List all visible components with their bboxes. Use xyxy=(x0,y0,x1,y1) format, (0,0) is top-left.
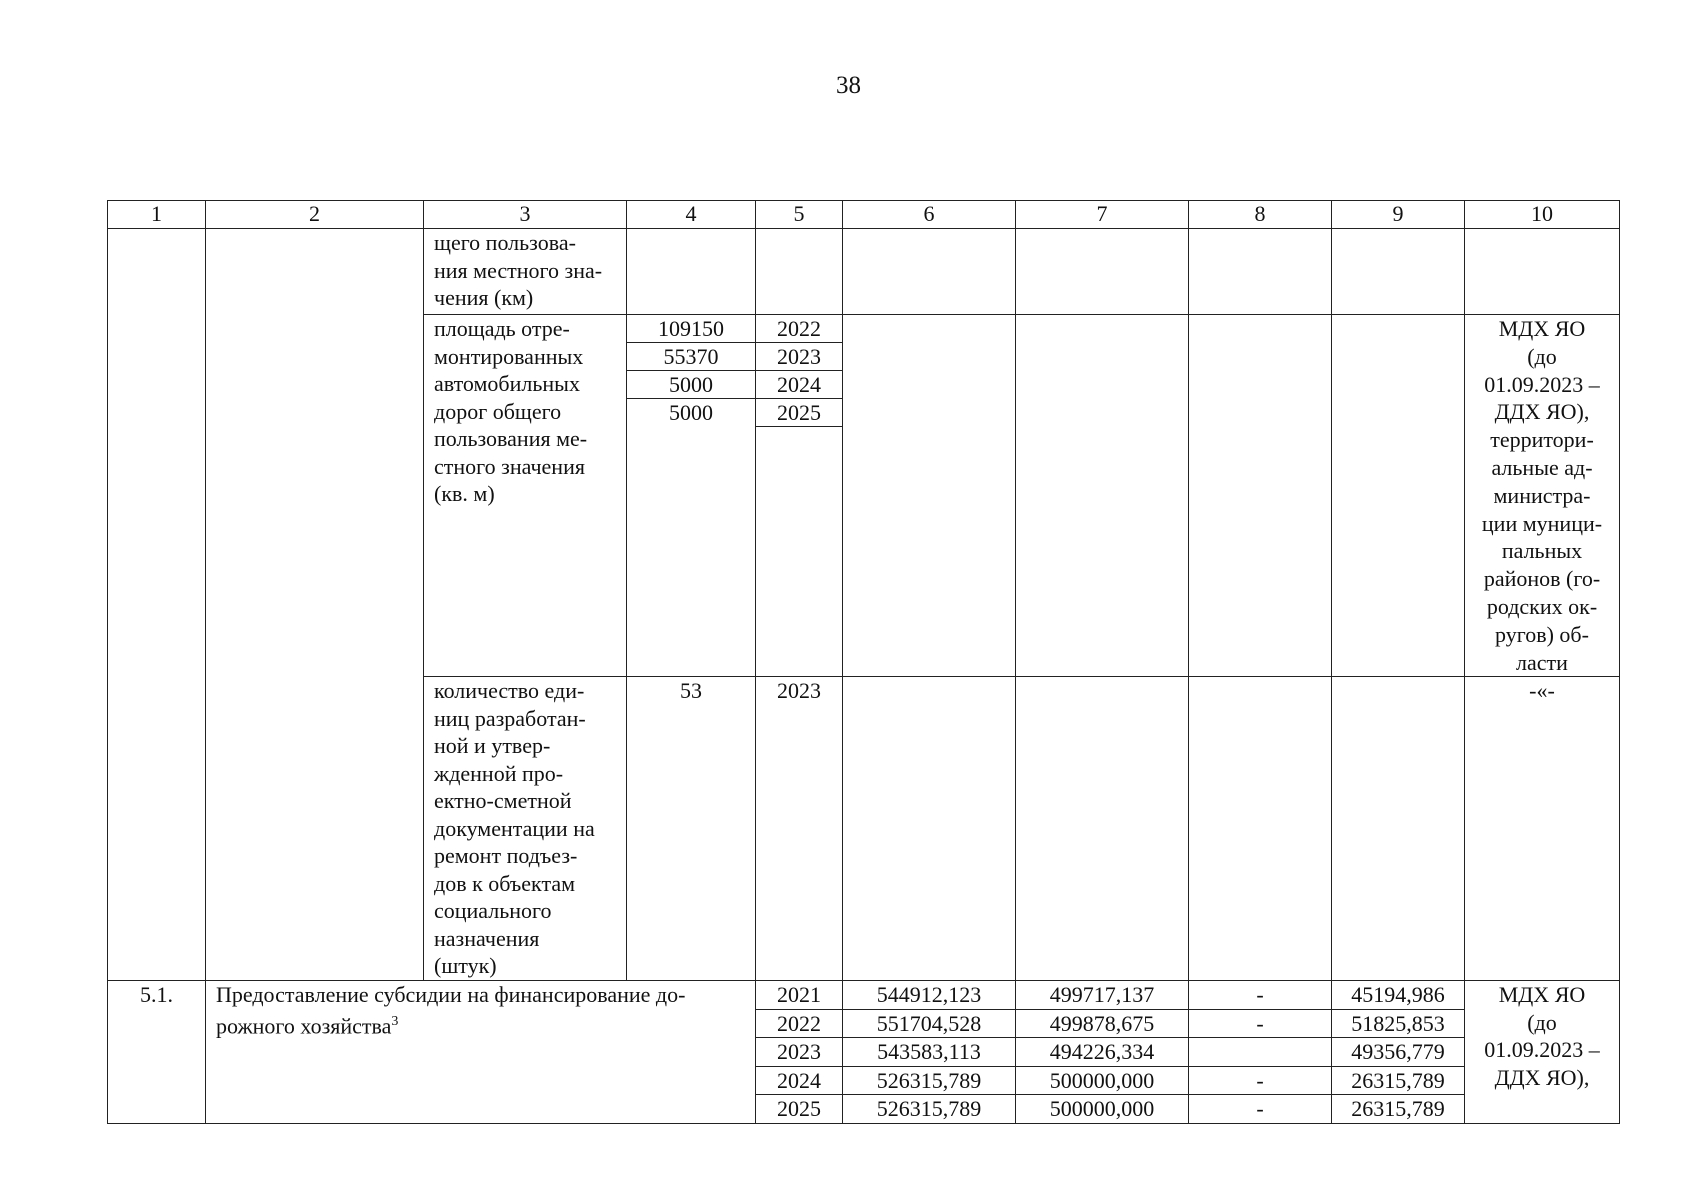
executor-line: ции муници- xyxy=(1481,510,1603,536)
executor-line: ДДХ ЯО), xyxy=(1494,399,1590,425)
table-row xyxy=(108,229,1620,315)
col9-cell: 26315,789 xyxy=(1332,1095,1465,1124)
column-number: 6 xyxy=(843,201,1016,229)
executor-line: альные ад- xyxy=(1491,454,1593,480)
measure-name-cell xyxy=(206,980,756,1123)
col8-cell: - xyxy=(1189,1095,1332,1124)
col9-cell: 45194,986 xyxy=(1332,980,1465,1009)
regional-cell: 500000,000 xyxy=(1016,1095,1189,1124)
executor-cell xyxy=(1465,980,1620,1123)
indicator-line: (кв. м) xyxy=(434,481,495,506)
regional-cell: 499717,137 xyxy=(1016,980,1189,1009)
col9-cell: 26315,789 xyxy=(1332,1066,1465,1095)
indicator-line: ремонт подъез- xyxy=(434,843,578,869)
empty-cell xyxy=(627,229,756,315)
indicator-line: жденной про- xyxy=(434,760,564,786)
column-number: 3 xyxy=(424,201,627,229)
column-number: 5 xyxy=(756,201,843,229)
indicator-line: назначения xyxy=(434,925,540,951)
indicator-line: социального xyxy=(434,898,552,924)
target-value: 109150 xyxy=(627,315,755,343)
target-year: 2025 xyxy=(756,399,842,427)
executor-line: 01.09.2023 – xyxy=(1484,1037,1600,1063)
regional-cell: 500000,000 xyxy=(1016,1066,1189,1095)
column-number: 1 xyxy=(108,201,206,229)
target-year: 2022 xyxy=(756,315,842,343)
year-cell: 2023 xyxy=(756,1038,843,1067)
indicator-line: площадь отре- xyxy=(434,316,570,341)
indicator-line: документации на xyxy=(434,815,595,841)
indicator-line: стного значения xyxy=(434,453,585,479)
empty-cell xyxy=(1332,229,1465,315)
total-cell: 526315,789 xyxy=(843,1095,1016,1124)
target-value: 5000 xyxy=(669,400,713,425)
empty-cell xyxy=(1016,315,1189,677)
empty-cell xyxy=(206,229,424,981)
column-number: 2 xyxy=(206,201,424,229)
measure-name-line: Предоставление субсидии на финансирование до- xyxy=(216,981,686,1007)
target-value: 55370 xyxy=(627,343,755,371)
total-cell: 551704,528 xyxy=(843,1009,1016,1038)
col9-cell: 49356,779 xyxy=(1332,1038,1465,1067)
empty-cell xyxy=(1332,315,1465,677)
empty-cell xyxy=(843,677,1016,981)
target-year: 2024 xyxy=(756,371,842,399)
executor-cell: -«- xyxy=(1465,677,1620,981)
page-number: 38 xyxy=(836,72,861,99)
measure-name-text: рожного хозяйства xyxy=(216,1013,392,1039)
target-years-cell xyxy=(756,315,843,677)
executor-line: районов (го- xyxy=(1483,566,1601,592)
column-number-row xyxy=(108,201,1620,229)
indicator-line: пользования ме- xyxy=(434,426,588,451)
indicator-cell xyxy=(424,229,627,315)
empty-cell xyxy=(1189,315,1332,677)
indicator-line: щего пользова- xyxy=(434,230,576,255)
indicator-line: ния местного зна- xyxy=(434,257,603,283)
program-table xyxy=(107,200,1620,1124)
measure-name-line xyxy=(216,1008,755,1040)
col8-cell: - xyxy=(1189,1066,1332,1095)
indicator-line: чения (км) xyxy=(434,285,534,310)
item-number: 5.1. xyxy=(108,980,206,1123)
regional-cell: 494226,334 xyxy=(1016,1038,1189,1067)
executor-line: ругов) об- xyxy=(1495,621,1589,647)
indicator-cell xyxy=(424,677,627,981)
empty-cell xyxy=(1016,229,1189,315)
year-cell: 2024 xyxy=(756,1066,843,1095)
indicator-line: монтированных xyxy=(434,343,584,369)
total-cell: 544912,123 xyxy=(843,980,1016,1009)
executor-line: территори- xyxy=(1490,427,1594,453)
executor-line: родских ок- xyxy=(1486,593,1598,619)
column-number: 7 xyxy=(1016,201,1189,229)
indicator-line: ектно-сметной xyxy=(434,788,572,814)
year-cell: 2025 xyxy=(756,1095,843,1124)
indicator-line: ной и утвер- xyxy=(434,733,551,759)
col8-cell: - xyxy=(1189,980,1332,1009)
indicator-cell xyxy=(424,315,627,677)
target-year: 2023 xyxy=(756,677,843,981)
target-values-cell xyxy=(627,315,756,677)
empty-cell xyxy=(1189,677,1332,981)
indicator-line: автомобильных xyxy=(434,371,580,396)
empty-cell xyxy=(843,229,1016,315)
executor-line: (до xyxy=(1527,343,1557,369)
target-value: 5000 xyxy=(627,371,755,399)
executor-line: 01.09.2023 – xyxy=(1484,371,1600,397)
year-cell: 2022 xyxy=(756,1009,843,1038)
indicator-line: дов к объектам xyxy=(434,870,576,896)
indicator-line: (штук) xyxy=(434,953,497,979)
table-row xyxy=(108,980,1620,1009)
col9-cell: 51825,853 xyxy=(1332,1009,1465,1038)
executor-line: пальных xyxy=(1501,538,1583,564)
empty-cell xyxy=(1016,677,1189,981)
target-value: 53 xyxy=(627,677,756,981)
empty-cell xyxy=(756,229,843,315)
executor-line: МДХ ЯО xyxy=(1498,316,1586,341)
indicator-line: дорог общего xyxy=(434,398,562,424)
col8-cell: - xyxy=(1189,1009,1332,1038)
empty-cell xyxy=(1465,229,1620,315)
empty-cell xyxy=(843,315,1016,677)
column-number: 10 xyxy=(1465,201,1620,229)
regional-cell: 499878,675 xyxy=(1016,1009,1189,1038)
executor-line: ДДХ ЯО), xyxy=(1494,1065,1590,1091)
target-year: 2023 xyxy=(756,343,842,371)
executor-line: (до xyxy=(1527,1009,1557,1035)
column-number: 9 xyxy=(1332,201,1465,229)
executor-cell xyxy=(1465,315,1620,677)
empty-cell xyxy=(1189,229,1332,315)
executor-line: министра- xyxy=(1493,482,1591,508)
col8-cell xyxy=(1189,1038,1332,1067)
year-cell: 2021 xyxy=(756,980,843,1009)
indicator-line: ниц разработан- xyxy=(434,705,586,731)
footnote-mark: 3 xyxy=(391,1014,399,1030)
empty-cell xyxy=(108,229,206,981)
total-cell: 526315,789 xyxy=(843,1066,1016,1095)
empty-cell xyxy=(1332,677,1465,981)
executor-line: МДХ ЯО xyxy=(1498,981,1586,1007)
total-cell: 543583,113 xyxy=(843,1038,1016,1067)
column-number: 8 xyxy=(1189,201,1332,229)
column-number: 4 xyxy=(627,201,756,229)
indicator-line: количество еди- xyxy=(434,678,585,704)
executor-line: ласти xyxy=(1516,649,1568,675)
